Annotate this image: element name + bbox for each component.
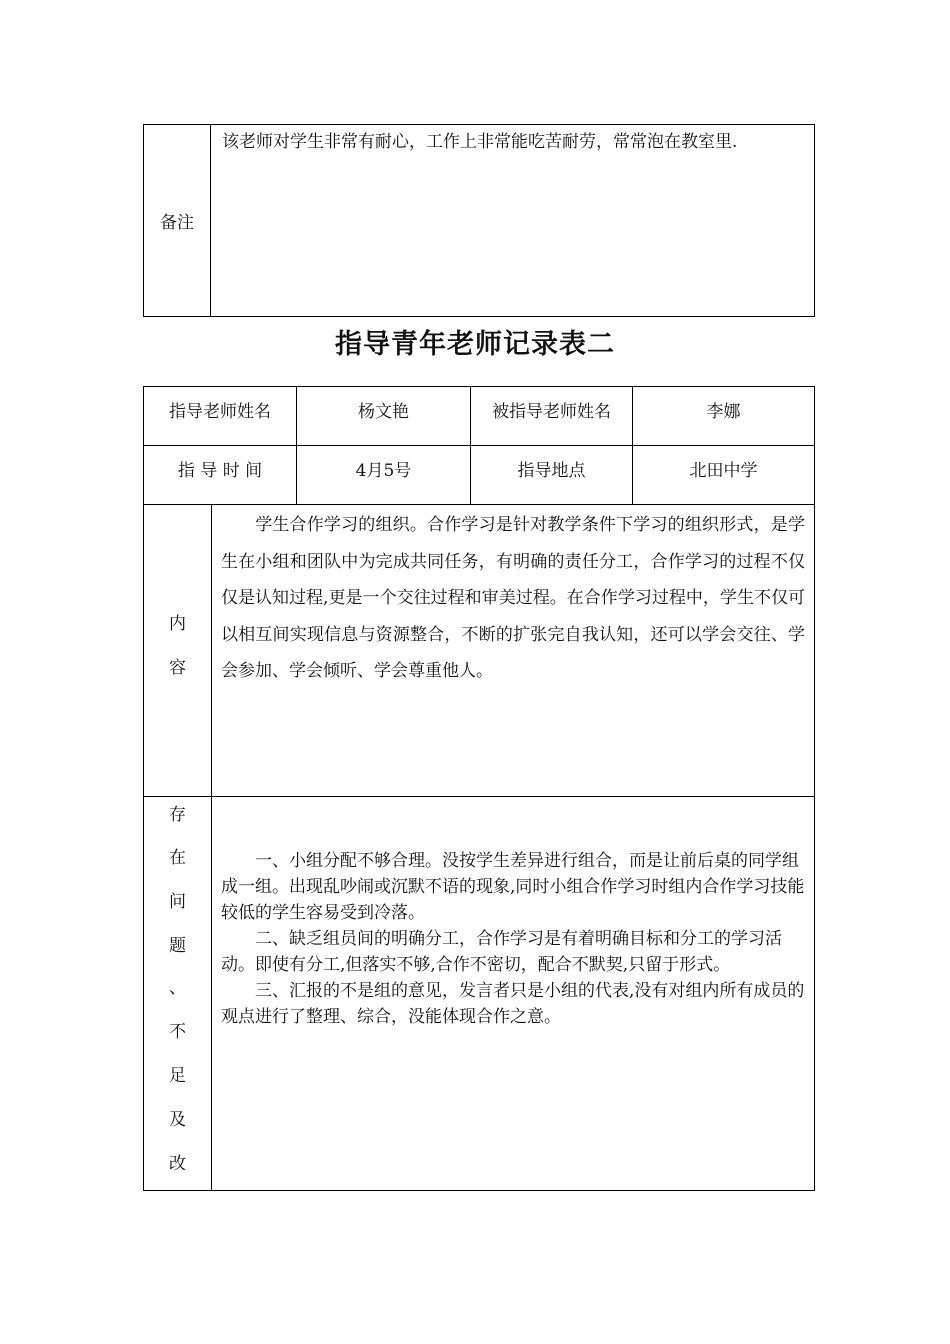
content-label-char: 内 — [169, 614, 186, 634]
remarks-label: 备注 — [144, 125, 211, 316]
issues-text — [212, 848, 814, 1030]
remarks-text: 该老师对学生非常有耐心，工作上非常能吃苦耐劳，常常泡在教室里. — [222, 132, 738, 152]
record-table — [143, 386, 815, 1191]
guidance-time-value: 4月5号 — [355, 461, 412, 481]
remarks-table — [143, 124, 815, 317]
mentor-name-value: 杨文艳 — [358, 402, 409, 422]
issues-label-char: 在 — [169, 848, 186, 868]
issues-label-char: 题 — [169, 936, 186, 956]
issues-paragraph: 二、缺乏组员间的明确分工，合作学习是有着明确目标和分工的学习活动。即使有分工,但落实不够,合作不密切，配合不默契,只留于形式。 — [221, 929, 782, 975]
content-label-char: 容 — [169, 658, 186, 678]
issues-label-char: 存 — [169, 805, 186, 825]
issues-label-char: 、 — [169, 978, 186, 998]
issues-label-char: 改 — [169, 1154, 186, 1174]
mentor-name-label: 指导老师姓名 — [169, 402, 271, 422]
issues-label-char: 及 — [169, 1110, 186, 1130]
guidance-place-value: 北田中学 — [689, 461, 758, 481]
content-text — [212, 505, 814, 690]
row-divider — [144, 796, 814, 797]
mentee-name-value: 李娜 — [706, 402, 741, 422]
issues-label-char: 足 — [169, 1066, 186, 1086]
issues-label-char: 不 — [169, 1022, 186, 1042]
issues-paragraph: 三、汇报的不是组的意见，发言者只是小组的代表,没有对组内所有成员的观点进行了整理、综合，没能体现合作之意。 — [221, 981, 805, 1027]
guidance-place-label: 指导地点 — [517, 461, 586, 481]
content-paragraph: 学生合作学习的组织。合作学习是针对教学条件下学习的组织形式，是学生在小组和团队中为完成共同任务，有明确的责任分工，合作学习的过程不仅仅是认知过程,更是一个交往过程和审美过程。在合作学习过程中，学生不仅可以相互间实现信息与资源整合，不断的扩张完自我认知，还可以学会交往、学会参加、学会倾听、学会尊重他人。 — [221, 515, 805, 681]
guidance-time-label: 指 导 时 间 — [177, 461, 263, 481]
page-title: 指导青年老师记录表二 — [335, 329, 615, 360]
mentee-name-label: 被指导老师姓名 — [492, 402, 611, 422]
issues-label-char: 问 — [169, 892, 186, 912]
issues-paragraph: 一、小组分配不够合理。没按学生差异进行组合，而是让前后桌的同学组成一组。出现乱吵闹或沉默不语的现象,同时小组合作学习时组内合作学习技能较低的学生容易受到冷落。 — [221, 851, 805, 923]
